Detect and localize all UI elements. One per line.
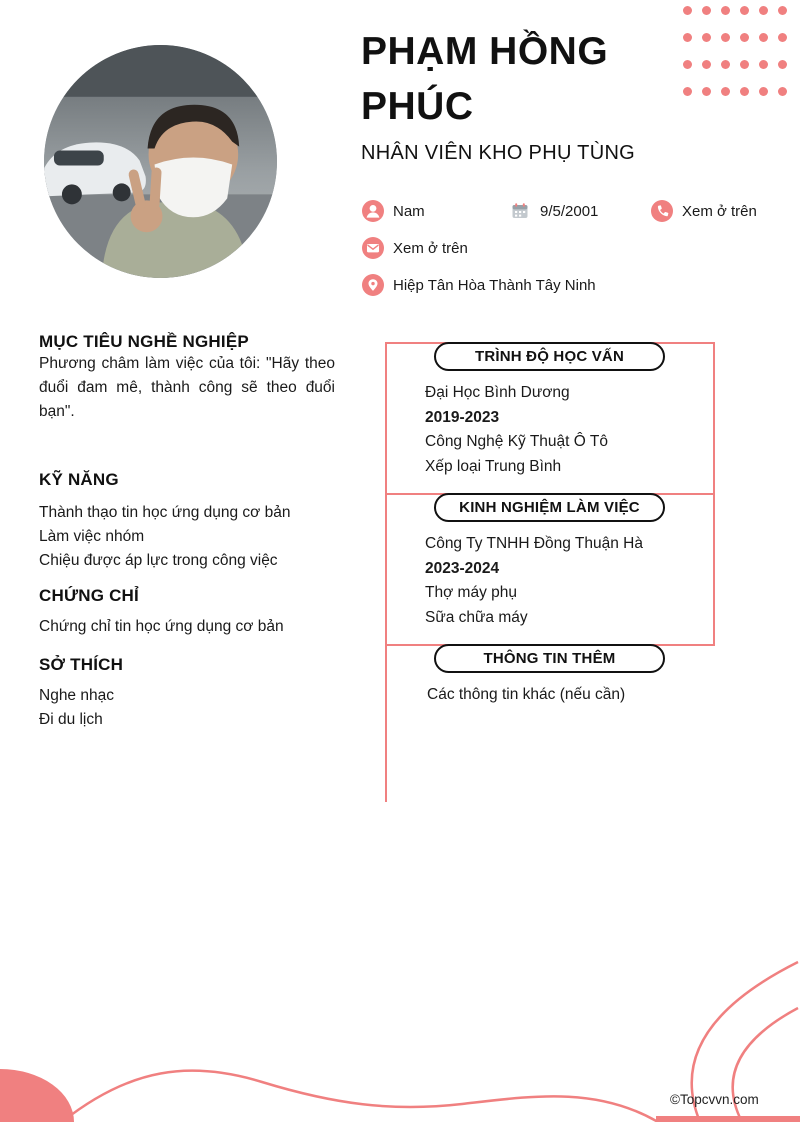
education-grade: Xếp loại Trung Bình — [425, 457, 562, 475]
calendar-icon — [509, 200, 531, 222]
left-column — [39, 332, 335, 732]
candidate-name: PHẠM HỒNG PHÚC — [361, 30, 609, 128]
mail-icon — [362, 237, 384, 259]
dot-decoration — [759, 87, 768, 96]
dot-decoration — [683, 60, 692, 69]
phone-icon — [651, 200, 673, 222]
dot-decoration — [778, 33, 787, 42]
info-dob-value: 9/5/2001 — [540, 202, 599, 220]
dot-decoration — [778, 87, 787, 96]
dot-decoration — [702, 60, 711, 69]
experience-period: 2023-2024 — [425, 559, 500, 577]
list-item: Chứng chỉ tin học ứng dụng cơ bản — [39, 618, 284, 635]
info-gender-value: Nam — [393, 202, 425, 220]
dot-decoration — [721, 87, 730, 96]
job-title: NHÂN VIÊN KHO PHỤ TÙNG — [361, 142, 636, 164]
location-icon — [362, 274, 384, 296]
list-item: Đi du lịch — [39, 711, 103, 728]
info-phone-value: Xem ở trên — [682, 202, 757, 220]
hobbies-list — [39, 684, 335, 732]
dot-decoration — [683, 87, 692, 96]
dot-decoration — [759, 33, 768, 42]
info-dob — [509, 200, 598, 222]
dot-decoration — [778, 60, 787, 69]
info-phone — [651, 200, 757, 222]
more-info-text: Các thông tin khác (nếu cần) — [427, 686, 626, 703]
dot-decoration — [740, 33, 749, 42]
dot-decoration — [702, 33, 711, 42]
dot-decoration — [740, 87, 749, 96]
info-address-value: Hiệp Tân Hòa Thành Tây Ninh — [393, 276, 596, 294]
certificates-list — [39, 615, 335, 639]
education-section — [425, 381, 725, 479]
list-item: Thành thạo tin học ứng dụng cơ bản — [39, 504, 291, 521]
dot-decoration — [702, 87, 711, 96]
dot-decoration — [759, 60, 768, 69]
list-item: Nghe nhạc — [39, 687, 114, 704]
section-pill-more-info: THÔNG TIN THÊM — [434, 644, 665, 673]
section-heading-hobbies: SỞ THÍCH — [39, 655, 124, 674]
dot-decoration — [759, 6, 768, 15]
experience-detail: Sữa chữa máy — [425, 608, 528, 626]
corner-blob-decoration — [0, 1069, 74, 1122]
section-pill-education: TRÌNH ĐỘ HỌC VẤN — [434, 342, 665, 371]
info-address — [362, 274, 596, 296]
dot-decoration — [740, 6, 749, 15]
experience-section — [425, 532, 725, 630]
info-email — [362, 237, 468, 259]
dot-decoration — [778, 6, 787, 15]
info-gender — [362, 200, 425, 222]
skills-list — [39, 501, 335, 573]
dot-grid — [683, 6, 787, 96]
dot-decoration — [702, 6, 711, 15]
timeline-vertical-line — [385, 342, 387, 802]
watermark-credit: ©Topcvvn.com — [670, 1092, 759, 1107]
info-email-value: Xem ở trên — [393, 239, 468, 257]
experience-company: Công Ty TNHH Đồng Thuận Hà — [425, 535, 643, 552]
experience-role: Thợ máy phụ — [425, 584, 518, 601]
dot-decoration — [683, 6, 692, 15]
list-item: Chiệu được áp lực trong công việc — [39, 552, 278, 569]
list-item: Làm việc nhóm — [39, 528, 145, 545]
dot-decoration — [721, 60, 730, 69]
more-info-section — [427, 683, 727, 708]
education-school: Đại Học Bình Dương — [425, 384, 570, 401]
dot-decoration — [683, 33, 692, 42]
section-heading-objective: MỤC TIÊU NGHỀ NGHIỆP — [39, 332, 249, 351]
dot-decoration — [740, 60, 749, 69]
objective-text: Phương châm làm việc của tôi: "Hãy theo đuổi đam mê, thành công sẽ theo đuổi bạn". — [39, 355, 335, 420]
section-pill-experience: KINH NGHIỆM LÀM VIỆC — [434, 493, 665, 522]
profile-photo — [44, 45, 277, 278]
section-heading-certificates: CHỨNG CHỈ — [39, 586, 139, 605]
bottom-strip-decoration — [656, 1116, 800, 1122]
section-heading-skills: KỸ NĂNG — [39, 470, 119, 489]
education-major: Công Nghệ Kỹ Thuật Ô Tô — [425, 433, 608, 450]
education-period: 2019-2023 — [425, 408, 500, 426]
dot-decoration — [721, 33, 730, 42]
person-icon — [362, 200, 384, 222]
profile-photo-illustration — [44, 45, 277, 278]
dot-decoration — [721, 6, 730, 15]
